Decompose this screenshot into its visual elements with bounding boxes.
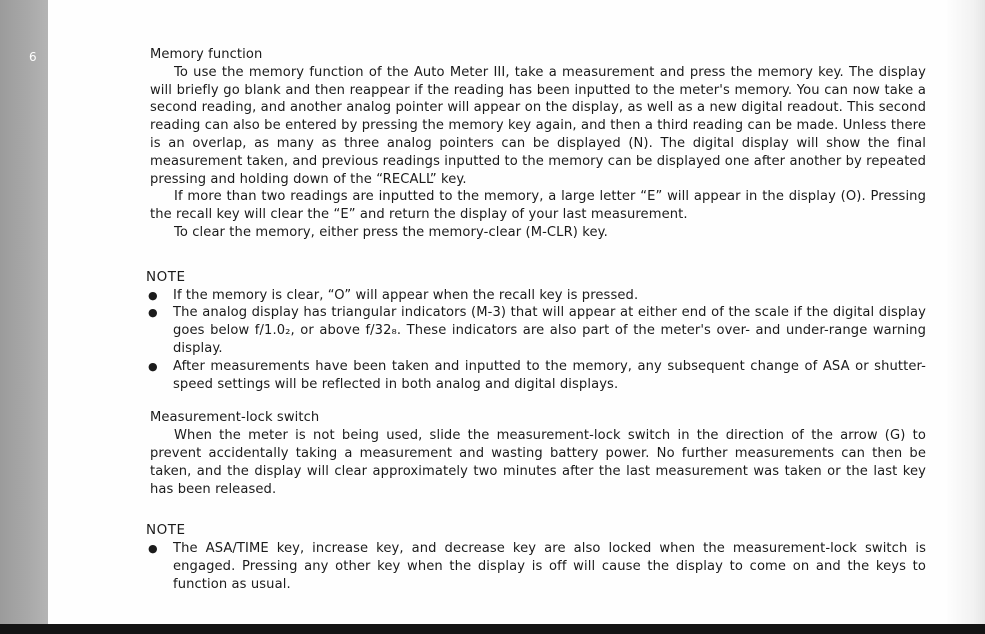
measurement-lock-heading: Measurement-lock switch <box>150 410 320 426</box>
memory-paragraph-2: If more than two readings are inputted to the memory, a large letter “E” will appear in the display (O). Pressing the recall key will clear the “E” and return the display of your last measurement. <box>150 189 926 223</box>
page-number: 6 <box>29 50 37 64</box>
note-item <box>150 304 926 357</box>
note-list-1 <box>150 287 926 394</box>
note-item-text: The analog display has triangular indicators (M-3) that will appear at either end of the scale if the digital display goes below f/1.0₂, or above f/32₈. These indicators are also part of the meter's over- and under-range warning display. <box>173 305 926 356</box>
note-item-text: If the memory is clear, “O” will appear when the recall key is pressed. <box>173 287 639 303</box>
page-edge-strip <box>0 0 48 634</box>
page-curl-shadow <box>945 0 985 634</box>
note-list-2 <box>150 540 926 593</box>
note-label-1: NOTE <box>146 268 186 285</box>
note-item-text: The ASA/TIME key, increase key, and decrease key are also locked when the measurement-lock switch is engaged. Pressing any other key when the display is off will cause the display to come on and the keys to function as usual. <box>173 541 926 592</box>
note-item <box>150 287 926 305</box>
note-item <box>150 358 926 394</box>
bullet-icon: ● <box>148 288 158 302</box>
memory-paragraph-1: To use the memory function of the Auto Meter III, take a measurement and press the memory key. The display will briefly go blank and then reappear if the reading has been inputted to the meter's memory. You can now take a second reading, and another analog pointer will appear on the display, as well as a new digital readout. This second reading can also be entered by pressing the memory key again, and then a third reading can be made. Unless there is an overlap, as many as three analog pointers can be displayed (N). The digital display will show the final measurement taken, and previous readings inputted to the memory can be displayed one after another by repeated pressing and holding down of the “RECALL” key. <box>150 64 926 187</box>
note-item-text: After measurements have been taken and inputted to the memory, any subsequent change of ASA or shutter-speed settings will be reflected in both analog and digital displays. <box>173 358 926 392</box>
note-item <box>150 540 926 593</box>
bullet-icon: ● <box>148 542 158 556</box>
memory-function-heading: Memory function <box>150 47 263 62</box>
bullet-icon: ● <box>148 306 158 320</box>
memory-paragraph-3: To clear the memory, either press the memory-clear (M-CLR) key. <box>174 224 608 240</box>
bottom-edge-bar <box>0 624 985 634</box>
page-content <box>146 46 926 594</box>
bullet-icon: ● <box>148 359 158 373</box>
note-label-2: NOTE <box>146 522 186 539</box>
measurement-lock-paragraph: When the meter is not being used, slide the measurement-lock switch in the direction of the arrow (G) to prevent accidentally taking a measurement and wasting battery power. No further measurements can then be taken, and the display will clear approximately two minutes after the last measurement was taken or the last key has been released. <box>150 428 926 497</box>
